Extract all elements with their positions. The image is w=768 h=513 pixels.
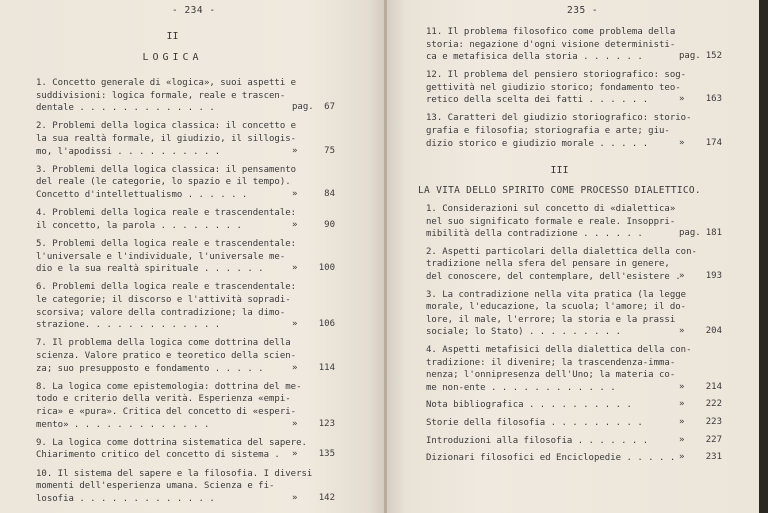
toc-entry-line: strazione. . . . . . . . . . . . .: [36, 320, 221, 331]
toc-entry-line: 3. Problemi della logica classica: il pensamento: [36, 164, 297, 175]
toc-page-prefix: »: [679, 326, 685, 337]
toc-entry-line: rica» e «pura». Critica del concetto di «esperi-: [36, 407, 297, 417]
toc-page-prefix: pag.: [679, 228, 701, 239]
toc-entry-line: 1. Concetto generale di «logica», suoi aspetti e: [36, 78, 297, 88]
toc-page-number: 227: [705, 434, 722, 445]
section-title-dialettica: LA VITA DELLO SPIRITO COME PROCESSO DIALETTICO.: [418, 185, 701, 196]
toc-entry-line: mibilità della contradizione . . . . . .: [426, 229, 643, 240]
toc-page-number: 193: [705, 271, 722, 281]
toc-entry-line: 13. Caratteri del giudizio storiografico: storio-: [426, 113, 692, 124]
toc-entry-line: 1. Considerazioni sul concetto di «dialettica»: [426, 204, 676, 214]
toc-entry-line: la sua realtà formale, il giudizio, il sillogis-: [36, 134, 297, 144]
toc-page-prefix: »: [292, 145, 298, 156]
toc-entry-line: momenti dell'esperienza umana. Scienza e fi-: [36, 481, 275, 492]
toc-entry-line: mento» . . . . . . . . . . . . .: [36, 419, 210, 430]
toc-entry-line: 5. Problemi della logica reale e trascendentale:: [36, 239, 297, 249]
toc-page-prefix: »: [679, 399, 685, 410]
toc-page-number: 163: [705, 94, 722, 105]
toc-entry-line: del conoscere, del contemplare, dell'esistere .: [426, 272, 681, 282]
toc-entry-line: Nota bibliografica . . . . . . . . . .: [426, 400, 632, 411]
toc-page-number: 67: [324, 102, 335, 113]
toc-entry-line: grafia e filosofia; storiografia e arte; giu-: [426, 126, 670, 136]
toc-entry-line: retico della scelta dei fatti . . . . . .: [426, 95, 649, 106]
toc-entry-line: dio e la sua realtà spirituale . . . . . .: [36, 264, 264, 275]
right-page: [387, 0, 759, 513]
toc-entry-line: 2. Aspetti particolari della dialettica della con-: [426, 246, 697, 257]
toc-page-prefix: »: [292, 362, 298, 373]
toc-entry-line: todo e criterio della verità. Esperienza «empi-: [36, 394, 291, 405]
toc-page-prefix: »: [679, 94, 685, 105]
toc-page-number: 174: [705, 137, 722, 148]
toc-entry-line: nenza; l'onnipresenza dell'Uno; la materia co-: [426, 370, 676, 381]
toc-entry-line: tradizione: il divenire; la trascendenza-imma-: [426, 357, 676, 368]
toc-entry-line: 12. Il problema del pensiero storiografico: sog-: [426, 70, 687, 81]
toc-entry-line: me non-ente . . . . . . . . . . . .: [426, 382, 616, 393]
toc-entry-line: 6. Problemi della logica reale e trascendentale:: [36, 282, 297, 293]
toc-page-number: 152: [705, 51, 722, 62]
toc-entry-line: 3. La contradizione nella vita pratica (la legge: [426, 289, 687, 300]
toc-entry-line: lore, il male, l'errore; la storia e la prassi: [426, 314, 676, 325]
toc-page-number: 123: [318, 418, 335, 429]
toc-page-number: 231: [705, 452, 722, 463]
toc-entry-line: Chiarimento critico del concetto di sistema .: [36, 450, 280, 461]
toc-page-number: 84: [324, 189, 335, 199]
toc-entry-line: le categorie; il discorso e l'attività sopradi-: [36, 295, 291, 305]
toc-entry-line: l'universale e l'individuale, l'universale me-: [36, 251, 286, 262]
toc-entry-line: 9. La logica come dottrina sistematica del sapere.: [36, 437, 307, 448]
toc-page-number: 75: [324, 145, 335, 156]
toc-page-number: 223: [705, 417, 722, 427]
toc-page-prefix: »: [679, 417, 685, 427]
section-number-ii: II: [166, 31, 179, 42]
toc-entry-line: 4. Aspetti metafisici della dialettica della con-: [426, 345, 692, 355]
toc-page-number: 114: [318, 362, 335, 373]
toc-page-number: 135: [318, 449, 335, 460]
toc-entry-line: tradizione nella sfera del pensare in genere,: [426, 259, 670, 270]
toc-page-prefix: »: [292, 189, 298, 199]
page-number-left: - 234 -: [172, 5, 216, 16]
toc-page-prefix: »: [679, 137, 685, 148]
toc-entry-line: za; suo presupposto e fondamento . . . . .: [36, 363, 264, 374]
page-number-right: 235 -: [567, 5, 599, 16]
toc-entry-line: 10. Il sistema del sapere e la filosofia. I diversi: [36, 468, 313, 479]
toc-page-prefix: »: [679, 271, 685, 281]
toc-page-prefix: »: [292, 219, 298, 230]
toc-entry-line: 2. Problemi della logica classica: il concetto e: [36, 121, 297, 132]
toc-entry-line: dentale . . . . . . . . . . . . .: [36, 103, 215, 114]
toc-page-prefix: »: [679, 434, 685, 445]
toc-page-prefix: »: [679, 381, 685, 392]
toc-entry-line: il concetto, la parola . . . . . . . .: [36, 220, 242, 231]
toc-entry-line: ca e metafisica della storia . . . . . .: [426, 52, 643, 63]
toc-page-prefix: »: [292, 263, 298, 274]
toc-page-prefix: pag.: [292, 102, 314, 113]
toc-entry-line: scorsiva; valore della contradizione; la dimo-: [36, 307, 286, 318]
toc-entry-line: Storie della filosofia . . . . . . . . .: [426, 418, 643, 428]
toc-entry-line: 11. Il problema filosofico come problema della: [426, 27, 676, 37]
toc-entry-line: Dizionari filosofici ed Enciclopedie . . . . .: [426, 453, 676, 464]
toc-page-prefix: »: [679, 452, 685, 463]
toc-entry-line: nel suo significato formale e reale. Insoppri-: [426, 216, 676, 227]
toc-entry-line: suddivisioni: logica formale, reale e trascen-: [36, 90, 286, 101]
toc-entry-line: losofia . . . . . . . . . . . . .: [36, 493, 215, 504]
toc-page-number: 222: [705, 399, 722, 410]
toc-page-prefix: pag.: [679, 51, 701, 62]
toc-page-number: 90: [324, 219, 335, 230]
toc-page-prefix: »: [292, 449, 298, 460]
toc-entry-line: 8. La logica come epistemologia: dottrina del me-: [36, 381, 302, 392]
toc-page-prefix: »: [292, 492, 298, 503]
toc-page-number: 214: [705, 381, 722, 392]
toc-entry-line: 7. Il problema della logica come dottrina della: [36, 338, 291, 349]
toc-entry-line: 4. Problemi della logica reale e trascendentale:: [36, 208, 297, 219]
toc-page-number: 142: [318, 492, 335, 503]
toc-entry-line: Introduzioni alla filosofia . . . . . . .: [426, 435, 649, 446]
toc-entry-line: sociale; lo Stato) . . . . . . . . .: [426, 327, 622, 338]
toc-page-number: 204: [705, 326, 722, 337]
toc-page-number: 181: [705, 228, 722, 239]
toc-entry-line: Concetto d'intellettualismo . . . . . .: [36, 190, 248, 200]
toc-entry-line: mo, l'apodissi . . . . . . . . . .: [36, 146, 221, 157]
toc-entry-line: dizio storico e giudizio morale . . . . .: [426, 138, 649, 149]
toc-entry-line: scienza. Valore pratico e teoretico della scien-: [36, 351, 297, 361]
toc-entry-line: morale, l'educazione, la scuola; l'amore; il do-: [426, 302, 687, 313]
toc-entry-line: del reale (le categorie, lo spazio e il tempo).: [36, 177, 291, 188]
toc-entry-line: gettività nel giudizio storico; fondamento teo-: [426, 82, 681, 93]
toc-page-number: 100: [318, 263, 335, 274]
toc-entry-line: storia: negazione d'ogni visione deterministi-: [426, 39, 676, 50]
toc-page-prefix: »: [292, 319, 298, 330]
toc-page-prefix: »: [292, 418, 298, 429]
toc-page-number: 106: [318, 319, 335, 330]
section-number-iii: III: [550, 165, 569, 176]
section-title-logica: LOGICA: [142, 52, 203, 63]
